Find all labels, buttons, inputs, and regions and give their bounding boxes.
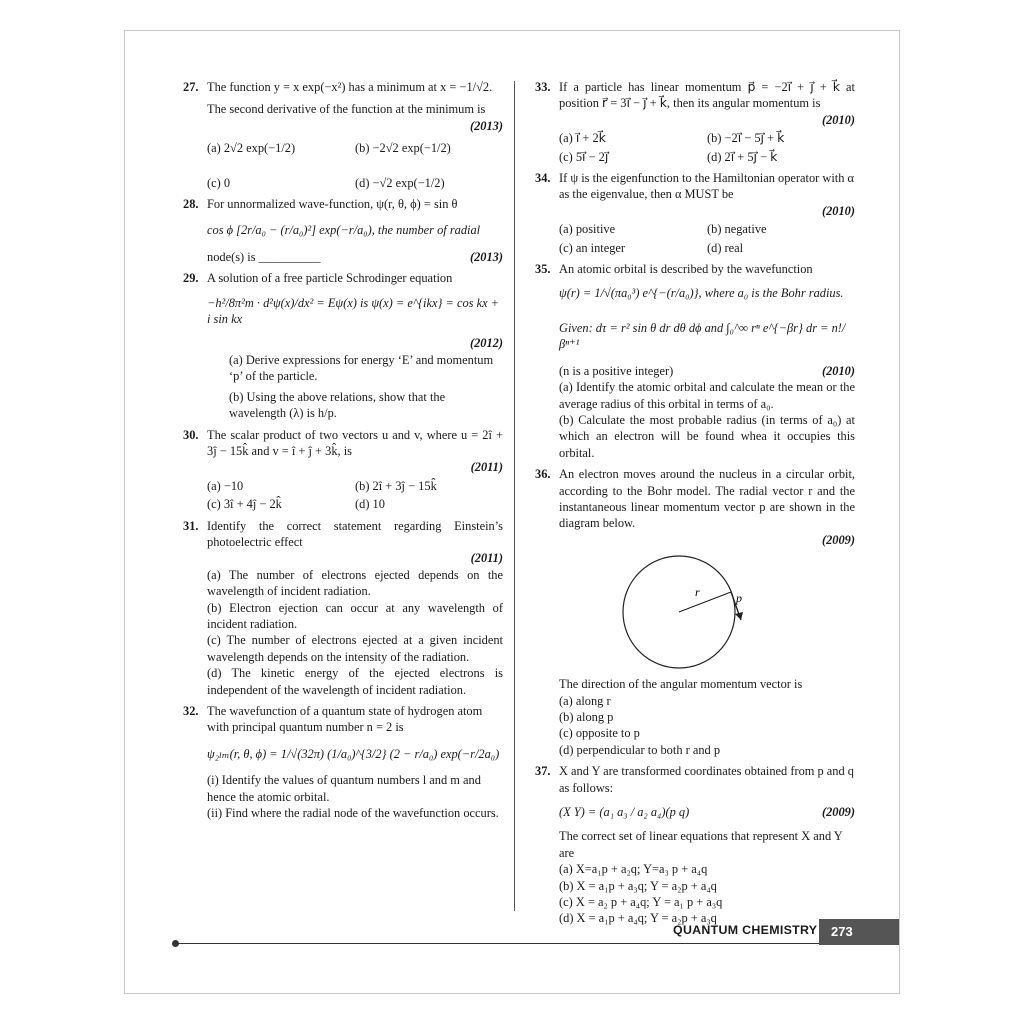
option-b: (b) −2i⃗ − 5j⃗ + k⃗ xyxy=(707,131,785,146)
question-year: (2013) xyxy=(469,118,503,133)
option-a: (a) along r xyxy=(559,693,611,708)
question-36 xyxy=(535,466,855,758)
question-number: 36. xyxy=(535,467,551,482)
note: (n is a positive integer) xyxy=(559,363,674,378)
question-number: 32. xyxy=(183,704,199,718)
option-b: (b) −2√2 exp(−1/2) xyxy=(355,141,451,156)
option-c: (c) 5i⃗ − 2j⃗ xyxy=(559,149,609,164)
option-b: (b) negative xyxy=(707,222,767,237)
question-stem: The function y = x exp(−x²) has a minimum at x = −1/√2. xyxy=(207,80,493,94)
formula: ψ(r) = 1/√(πa₀³) e^{−(r/a₀)}, where a₀ is the Bohr radius. xyxy=(559,286,844,301)
p-vector-label: p⃗ xyxy=(736,591,752,606)
momentum-arrowhead xyxy=(735,612,743,620)
question-year: (2010) xyxy=(821,112,855,127)
part-ii: (ii) Find where the radial node of the wavefunction occurs. xyxy=(207,806,499,821)
question-number: 33. xyxy=(535,80,551,94)
question-text: The direction of the angular momentum vector is xyxy=(559,677,803,692)
option-d: (d) 2i⃗ + 5j⃗ − k⃗ xyxy=(707,149,778,164)
question-number: 30. xyxy=(183,427,199,442)
question-33 xyxy=(535,79,855,165)
formula: ψ₂ₗₘ(r, θ, ϕ) = 1/√(32π) (1/a₀)^{3/2} (2 − r/a₀) exp(−r/2a₀) xyxy=(207,746,500,761)
part-b: (b) Using the above relations, show that the wavelength (λ) is h/p. xyxy=(229,389,446,421)
question-number: 37. xyxy=(535,764,551,779)
option-d: (d) 10 xyxy=(355,497,385,512)
options xyxy=(559,693,855,759)
question-year: (2009) xyxy=(821,532,855,547)
question-32 xyxy=(183,703,503,821)
option-a: (a) 2√2 exp(−1/2) xyxy=(207,141,296,156)
question-35 xyxy=(535,261,855,461)
book-page xyxy=(124,30,900,994)
question-31 xyxy=(183,518,503,698)
option-c: (c) an integer xyxy=(559,240,626,255)
option-a: (a) positive xyxy=(559,222,616,237)
options xyxy=(207,140,503,191)
option-c: (c) 3î + 4ĵ − 2k̂ xyxy=(207,497,282,512)
given-formula: Given: dτ = r² sin θ dr dθ dϕ and ∫₀^∞ rⁿ e^{−βr} dr = n!/βⁿ⁺¹ xyxy=(559,320,846,352)
question-29 xyxy=(183,270,503,421)
part-a: (a) Derive expressions for energy ‘E’ and momentum ‘p’ of the particle. xyxy=(229,352,494,384)
matrix-equation: (X Y) = (a₁ a₃ / a₂ a₄)(p q) xyxy=(559,805,690,819)
column-divider xyxy=(514,81,515,911)
question-year: (2010) xyxy=(821,363,855,378)
question-number: 35. xyxy=(535,262,551,277)
option-d: (d) real xyxy=(707,240,744,255)
question-year: (2011) xyxy=(470,551,503,566)
question-34 xyxy=(535,170,855,256)
r-vector-label: r⃗ xyxy=(695,585,710,600)
question-37 xyxy=(535,763,855,927)
parts xyxy=(207,352,503,422)
footer-rule xyxy=(175,943,821,944)
question-number: 28. xyxy=(183,197,199,212)
option-d: (d) −√2 exp(−1/2) xyxy=(355,175,445,190)
option-b: (b) X = a₁p + a₃q; Y = a₂p + a₄q xyxy=(559,878,717,893)
question-stem: The scalar product of two vectors u and v, where u = 2î + 3ĵ − 15k̂ and v = î + ĵ + 3k̂, is xyxy=(207,427,503,458)
option-c: (c) 0 xyxy=(207,175,231,190)
question-stem: A solution of a free particle Schrodinger equation xyxy=(207,271,453,286)
part-b: (b) Calculate the most probable radius (in terms of a₀) at which an electron will be found whea it occupies this orbital. xyxy=(559,412,855,460)
question-28 xyxy=(183,196,503,265)
options xyxy=(207,567,503,698)
question-number: 31. xyxy=(183,518,199,533)
question-text: The correct set of linear equations that represent X and Y are xyxy=(559,829,843,860)
part-i: (i) Identify the values of quantum numbers l and m and hence the atomic orbital. xyxy=(207,773,481,804)
chapter-title: QUANTUM CHEMISTRY xyxy=(673,923,818,937)
question-stem: The wavefunction of a quantum state of hydrogen atom with principal quantum number n = 2 is xyxy=(207,704,483,735)
question-number: 27. xyxy=(183,80,199,94)
option-c: (c) The number of electrons ejected at a given incident wavelength depends on the intensity of the radiation. xyxy=(207,633,503,664)
question-number: 29. xyxy=(183,271,199,286)
option-a: (a) The number of electrons ejected depends on the wavelength of incident radiation. xyxy=(207,567,503,599)
question-stem: An atomic orbital is described by the wavefunction xyxy=(559,262,813,277)
option-b: (b) along p xyxy=(559,709,614,724)
option-d: (d) X = a₁p + a₄q; Y = a₂p + a₃q xyxy=(559,911,717,926)
options xyxy=(207,478,503,513)
option-a: (a) X=a₁p + a₂q; Y=a₃ p + a₄q xyxy=(559,862,708,877)
question-stem: If ψ is the eigenfunction to the Hamiltonian operator with α as the eigenvalue, then α MUST be xyxy=(559,171,855,202)
left-column xyxy=(183,79,503,826)
option-b: (b) Electron ejection can occur at any wavelength of incident radiation. xyxy=(207,600,503,631)
option-b: (b) 2î + 3ĵ − 15k̂ xyxy=(355,478,437,493)
question-stem: For unnormalized wave-function, ψ(r, θ, ϕ) = sin θ xyxy=(207,197,458,212)
page-number-tab: 273 xyxy=(819,919,899,945)
part-a: (a) Identify the atomic orbital and calculate the mean or the average radius of this orbital in terms of a₀. xyxy=(559,380,855,411)
option-a: (a) −10 xyxy=(207,478,244,493)
question-year: (2013) xyxy=(469,249,503,264)
option-a: (a) i⃗ + 2k⃗ xyxy=(559,131,606,146)
question-30 xyxy=(183,427,503,513)
question-year: (2010) xyxy=(821,203,855,218)
question-line: node(s) is __________ xyxy=(207,249,321,264)
question-stem: If a particle has linear momentum p⃗ = −2i⃗ + j⃗ + k⃗ at position r⃗ = 3i⃗ − j⃗ + k⃗, then its angular momentum is xyxy=(559,80,855,111)
question-year: (2011) xyxy=(470,460,503,475)
formula: cos ϕ [2r/a₀ − (r/a₀)²] exp(−r/a₀), the number of radial xyxy=(207,223,481,238)
question-stem: X and Y are transformed coordinates obtained from p and q as follows: xyxy=(559,764,854,795)
question-stem: An electron moves around the nucleus in a circular orbit, according to the Bohr model. The radial vector r and the instantaneous linear momentum vector p are shown in the diagram below. xyxy=(559,467,855,531)
options xyxy=(559,130,855,165)
option-c: (c) X = a₂ p + a₄q; Y = a₁ p + a₃q xyxy=(559,895,723,910)
options xyxy=(559,221,855,256)
question-27 xyxy=(183,79,503,191)
question-stem: Identify the correct statement regarding Einstein’s photoelectric effect xyxy=(207,518,503,549)
orbit-diagram xyxy=(619,554,799,670)
parts xyxy=(559,379,855,461)
right-column xyxy=(535,79,855,932)
question-year: (2012) xyxy=(469,336,503,351)
option-d: (d) perpendicular to both r and p xyxy=(559,742,721,757)
option-d: (d) The kinetic energy of the ejected electrons is independent of the wavelength of incident radiation. xyxy=(207,666,503,697)
options xyxy=(559,861,855,927)
question-line: The second derivative of the function at the minimum is xyxy=(207,102,486,117)
formula: −h²/8π²m · d²ψ(x)/dx² = Eψ(x) is ψ(x) = e^{ikx} = cos kx + i sin kx xyxy=(207,295,500,327)
question-year: (2009) xyxy=(821,805,855,819)
option-c: (c) opposite to p xyxy=(559,726,640,741)
question-number: 34. xyxy=(535,171,551,186)
